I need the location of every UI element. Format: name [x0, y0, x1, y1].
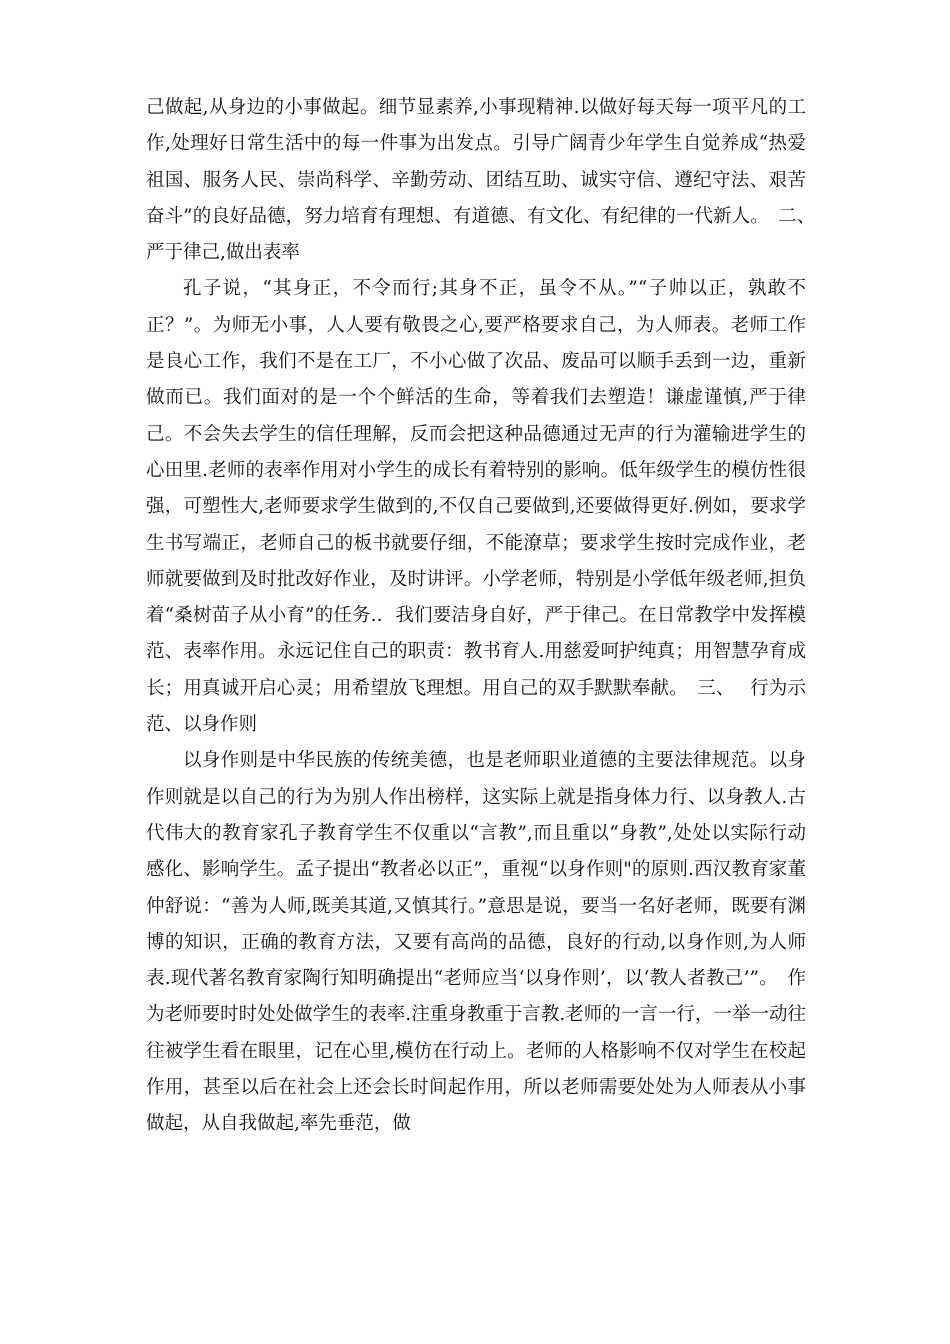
- section-heading-3: 三、 行为示范、以身作则: [146, 677, 806, 736]
- paragraph-3-text: 以身作则是中华民族的传统美德，也是老师职业道德的主要法律规范。以身作则就是以自己的行为为别人作出榜样，这实际上就是指身体力行、以身教人.古代伟大的教育家孔子教育学生不仅重以“言教”,而且重以“身教”,处处以实际行动感化、影响学生。孟子提出“教者必以正”，重视“以身作则"的原则.西汉教育家董仲舒说：“善为人师,既美其道,又慎其行。”意思是说，要当一名好老师，既要有渊博的知识，正确的教育方法，又要有高尚的品德，良好的行动,以身作则,为人师表.现代著名教育家陶行知明确提出“老师应当‘以身作则’，以‘教人者教己’”。 作为老师要时时处处做学生的表率.注重身教重于言教.老师的一言一行，一举一动往往被学生看在眼里，记在心里,模仿在行动上。老师的人格影响不仅对学生在校起作用，甚至以后在社会上还会长时间起作用，所以老师需要处处为人师表从小事做起，从自我做起,率先垂范，做: [146, 750, 806, 1135]
- paragraph-2: [146, 271, 806, 743]
- document-body: [146, 90, 831, 1143]
- paragraph-2-text: 孔子说，“其身正，不令而行;其身不正，虽令不从。”“子帅以正，孰敢不正？”。为师无小事，人人要有敬畏之心,要严格要求自己，为人师表。老师工作是良心工作，我们不是在工厂，不小心做了次品、废品可以顺手丢到一边，重新做而已。我们面对的是一个个鲜活的生命，等着我们去塑造！谦虚谨慎,严于律己。不会失去学生的信任理解，反而会把这种品德通过无声的行为灌输进学生的心田里.老师的表率作用对小学生的成长有着特别的影响。低年级学生的模仿性很强，可塑性大,老师要求学生做到的,不仅自己要做到,还要做得更好.例如，要求学生书写端正，老师自己的板书就要仔细，不能潦草；要求学生按时完成作业，老师就要做到及时批改好作业，及时讲评。小学老师，特别是小学低年级老师,担负着“桑树苗子从小育”的任务.．我们要洁身自好，严于律己。在日常教学中发挥模范、表率作用。永远记住自己的职责：教书育人.用慈爱呵护纯真；用智慧孕育成长；用真诚开启心灵；用希望放飞理想。用自己的双手默默奉献。: [146, 278, 806, 699]
- paragraph-3: [146, 743, 806, 1142]
- paragraph-1: [146, 90, 831, 271]
- paragraph-1-text: 己做起,从身边的小事做起。细节显素养,小事现精神.以做好每天每一项平凡的工作,处理好日常生活中的每一件事为出发点。引导广阔青少年学生自觉养成“热爱祖国、服务人民、崇尚科学、辛勤劳动、团结互助、诚实守信、遵纪守法、艰苦奋斗”的良好品德，努力培育有理想、有道德、有文化、有纪律的一代新人。: [146, 97, 806, 227]
- section-heading-2: 二、 严于律己,做出表率: [146, 205, 831, 264]
